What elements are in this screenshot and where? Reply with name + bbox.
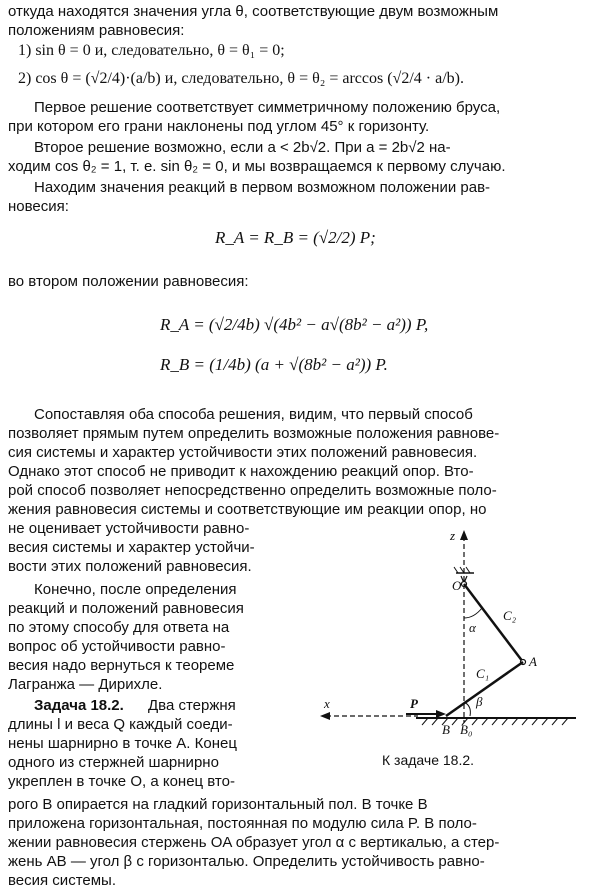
text-line: Два стержня (148, 697, 236, 714)
label-b: B (442, 722, 450, 737)
z-axis-arrow (460, 530, 468, 540)
text-line: ходим cos θ₂ = 1, т. е. sin θ₂ = 0, и мы возвращаемся к первому случаю. (8, 158, 506, 175)
text-line: по этому способу для ответа на (8, 619, 230, 636)
label-z: z (450, 528, 456, 543)
text-line: одного из стержней шарнирно (8, 754, 219, 771)
text-line: жении равновесия стержень OA образует угол α с вертикалью, а стер- (8, 834, 500, 851)
text-line: Сопоставляя оба способа решения, видим, что первый способ (34, 406, 473, 423)
label-alpha: α (469, 620, 476, 635)
label-a: A (529, 654, 537, 669)
x-axis-arrow (320, 712, 330, 720)
figure-task-18-2 (318, 528, 588, 758)
text-line: весия системы. (8, 872, 116, 889)
formula-rb-second: R_B = (1/4b) (a + √(8b² − a²)) P. (160, 355, 388, 374)
text-line: позволяет прямым путем определить возможные положения равнове- (8, 425, 500, 442)
label-b0: B₀ (460, 722, 473, 737)
formula-case-1: 1) sin θ = 0 и, следовательно, θ = θ₁ = 0; (18, 42, 285, 59)
label-x: x (324, 696, 330, 711)
text-line: рого B опирается на гладкий горизонтальный пол. В точке B (8, 796, 428, 813)
formula-case-2: 2) cos θ = (√2/4)·(a/b) и, следовательно, θ = θ₂ = arccos (√2/4 · a/b). (18, 70, 464, 87)
text-line: вости этих положений равновесия. (8, 558, 252, 575)
text-line: Первое решение соответствует симметричному положению бруса, (34, 99, 501, 116)
text-line: укреплен в точке O, а конец вто- (8, 773, 235, 790)
text-line: реакций и положений равновесия (8, 600, 244, 617)
text-line: рой способ позволяет непосредственно определить возможные поло- (8, 482, 497, 499)
label-o: O (452, 578, 462, 593)
text-line: Лагранжа — Дирихле. (8, 676, 163, 693)
text-line: жения равновесия системы и соответствующие им реакции опор, но (8, 501, 487, 518)
label-c1: C₁ (476, 666, 490, 681)
label-beta: β (476, 694, 483, 709)
text-line: при котором его грани наклонены под углом 45° к горизонту. (8, 118, 430, 135)
text-line: новесия: (8, 198, 69, 215)
text-line: не оценивает устойчивости равно- (8, 520, 250, 537)
angle-alpha-arc (464, 608, 482, 618)
text-line: длины l и веса Q каждый соеди- (8, 716, 233, 733)
text-line: Однако этот способ не приводит к нахождению реакций опор. Вто- (8, 463, 474, 480)
text-line: Находим значения реакций в первом возможном положении рав- (34, 179, 491, 196)
formula-ra-second: R_A = (√2/4b) √(4b² − a√(8b² − a²)) P, (160, 315, 429, 334)
text-line: откуда находятся значения угла θ, соответствующие двум возможным (8, 3, 499, 20)
label-p: P (410, 696, 418, 711)
text-line: весия системы и характер устойчи- (8, 539, 255, 556)
label-c2: C₂ (503, 608, 517, 623)
text-line: Конечно, после определения (34, 581, 237, 598)
formula-reactions-first: R_A = R_B = (√2/2) P; (215, 228, 376, 247)
text-line: во втором положении равновесия: (8, 273, 249, 290)
task-heading: Задача 18.2. (34, 697, 124, 714)
text-line: вопрос об устойчивости равно- (8, 638, 226, 655)
text-line: весия надо вернуться к теореме (8, 657, 235, 674)
text-line: жень AB — угол β с горизонталью. Определить устойчивость равно- (8, 853, 485, 870)
figure-caption: К задаче 18.2. (382, 752, 475, 768)
text-line: нены шарнирно в точке A. Конец (8, 735, 237, 752)
text-line: сия системы и характер устойчивости этих положений равновесия. (8, 444, 478, 461)
text-line: Второе решение возможно, если a < 2b√2. При a = 2b√2 на- (34, 139, 451, 156)
force-p-arrow (436, 710, 446, 718)
text-line: положениям равновесия: (8, 22, 185, 39)
text-line: приложена горизонтальная, постоянная по модулю сила P. В поло- (8, 815, 477, 832)
